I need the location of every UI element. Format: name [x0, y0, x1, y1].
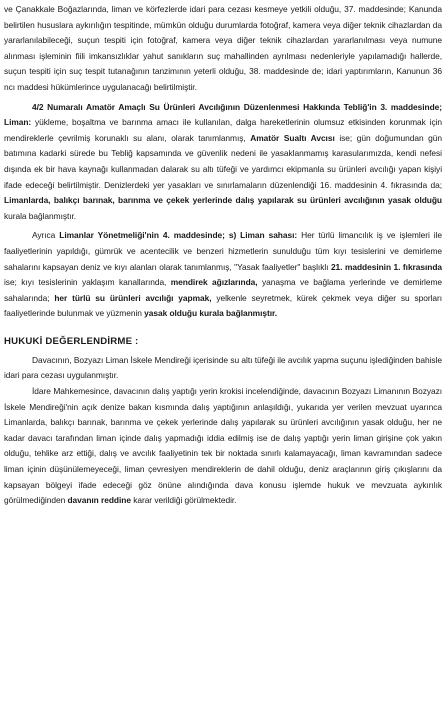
- tebliğ-reference: 4/2 Numaralı Amatör Amaçlı Su Ürünleri Avcılığının Düzenlenmesi Hakkında Tebliğ'in 3. maddesinde; Liman:: [4, 101, 442, 128]
- yasak-kural-term: yasak olduğu kurala bağlanmıştır.: [144, 308, 278, 319]
- text-segment: Ayrıca: [32, 230, 60, 241]
- paragraph-canakkale: ve Çanakkale Boğazlarında, liman ve körfezlerde idari para cezası kesmeye yetkili olduğu, 37. maddesinde; Kanunda belirtilen hususlara aykırılığın tespitinde, mümkün olduğu durumlarda fotoğraf, kamera veya diğer teknik cihazlardan da yararlanılabileceği, suçun tespiti için fotoğraf, kamera veya diğer teknik cihazlardan yararlanılması veya numune alınması işleminin fiili imkansızlıklar yahut sanıkların suç mahallinden ayrılması nedenleriyle yapılamadığı hallerde, suçun tespiti için suç tespit tutanağının tanzimının yeterli olduğu, 38. maddesinde de; idari yaptırımların, Kanunun 36 ncı maddesi hükümlerince uygulanacağı belirtilmiştir.: [4, 4, 442, 92]
- liman-yasak-rule: Limanlarda, balıkçı barınak, barınma ve çekek yerlerinde dalış yapılarak su ürünleri avcılığının yasak olduğu: [4, 195, 442, 206]
- text-segment: ise; kıyı tesislerinin yaklaşım kanallarında,: [4, 277, 171, 288]
- text-segment: karar verildiği görülmektedir.: [130, 495, 237, 506]
- text-segment: kurala bağlanmıştır.: [4, 210, 77, 221]
- section-heading-hukuki-degerlendirme: HUKUKİ DEĞERLENDİRME :: [4, 335, 139, 347]
- red-karari-term: davanın reddine: [67, 495, 131, 506]
- paragraph-idare-mahkemesi: [4, 384, 442, 509]
- text-segment: Her türlü limancılık iş ve işlemleri ile faaliyetlerinin yapıldığı, gümrük ve acentecilik ve benzeri hizmetlerin sunulduğu tüm kıyı tesislerini ve demirleme sahalarını kapsayan deniz ve kıyı alanları olarak tanımlanmış, "Yasak faaliyetler" başlıklı: [4, 230, 443, 272]
- paragraph-limanlar-yonetmeligi: [4, 228, 442, 322]
- paragraph-tebliğ: [4, 100, 442, 225]
- text-segment: yelkenle seyretmek, kürek çekmek veya diğer su sporları faaliyetlerinde bulunmak ve yüzmenin: [4, 292, 442, 319]
- mendirek-agiz-term: mendirek ağızlarında,: [170, 277, 258, 288]
- paragraph-davaci: Davacının, Bozyazı Liman İskele Mendireği içerisinde su altı tüfeği ile avcılık yapma suçunu işlediğinden bahisle idari para cezası uygulanmıştır.: [4, 354, 442, 381]
- yonetmelik-reference: Limanlar Yönetmeliği'nin 4. maddesinde; s) Liman sahası:: [59, 230, 298, 241]
- text-segment: İdare Mahkemesince, davacının dalış yaptığı yerin krokisi incelendiğinde, davacının Bozyazı Limanının Bozyazı İskele Mendireği'nin açık denize bakan kısmında dalış yaptığının anlaşıldığı, yukarıda yer verilen mevzuat uyarınca Limanlarda, balıkçı barınak, barınma ve çekek yerlerinde dalış yapılarak su ürünleri avcılığının yasak olduğu, her ne kadar davacı tarafından liman içinde dalış yapmadığı iddia edilmiş ise de dalış yaptığı yerin liman girişine çok yakın olduğu, tehlike arz ettiği, dalış ve avcılık faaliyetinin tek bir noktada sınırlı kalamayacağı, liman kavramından sadece liman içinin düşünülemeyeceği, liman çevresiyen mendireklerin de dahil olduğu, deniz araçlarının giriş çıkışlarını da kapsayan bölgeyi ifade edeceği göz önüne alındığında dava konusu işlemde hukuk ve mevzuata aykırılık görülmediğinden: [4, 386, 442, 506]
- madde-21-reference: 21. maddesinin 1. fıkrasında: [330, 261, 442, 272]
- text-segment: yükleme, boşaltma ve barınma amacı ile kullanılan, dalga hareketlerinin olumsuz etkisinden korunmak için mendireklerle çevrilmiş korunaklı su alanı, olarak tanımlanmış,: [4, 117, 442, 143]
- text-segment: ise; gün doğumundan gün batımına kadarki sürede bu Tebliğ kapsamında ve güvenlik nedeni ile yasaklanmamış karasularımızda, kendi nefesi dışında ek bir hava kaynağı kullanmadan dalarak su altı tüfeği ve yardımcı ekipmanla su ürünleri avcılığı yapan kişiyi ifade edeceği belirtilmiştir. Denizlerdeki yer yasakları ve sınırlamaların düzenlendiği 16. maddesinin 4. fıkrasında da;: [4, 132, 443, 190]
- text-segment: yanaşma ve bağlama yerlerinde ve demirleme sahalarında;: [4, 277, 443, 303]
- amator-sualti-term: Amatör Sualtı Avcısı: [250, 132, 335, 143]
- avcilik-term: her türlü su ürünleri avcılığı yapmak,: [54, 292, 212, 303]
